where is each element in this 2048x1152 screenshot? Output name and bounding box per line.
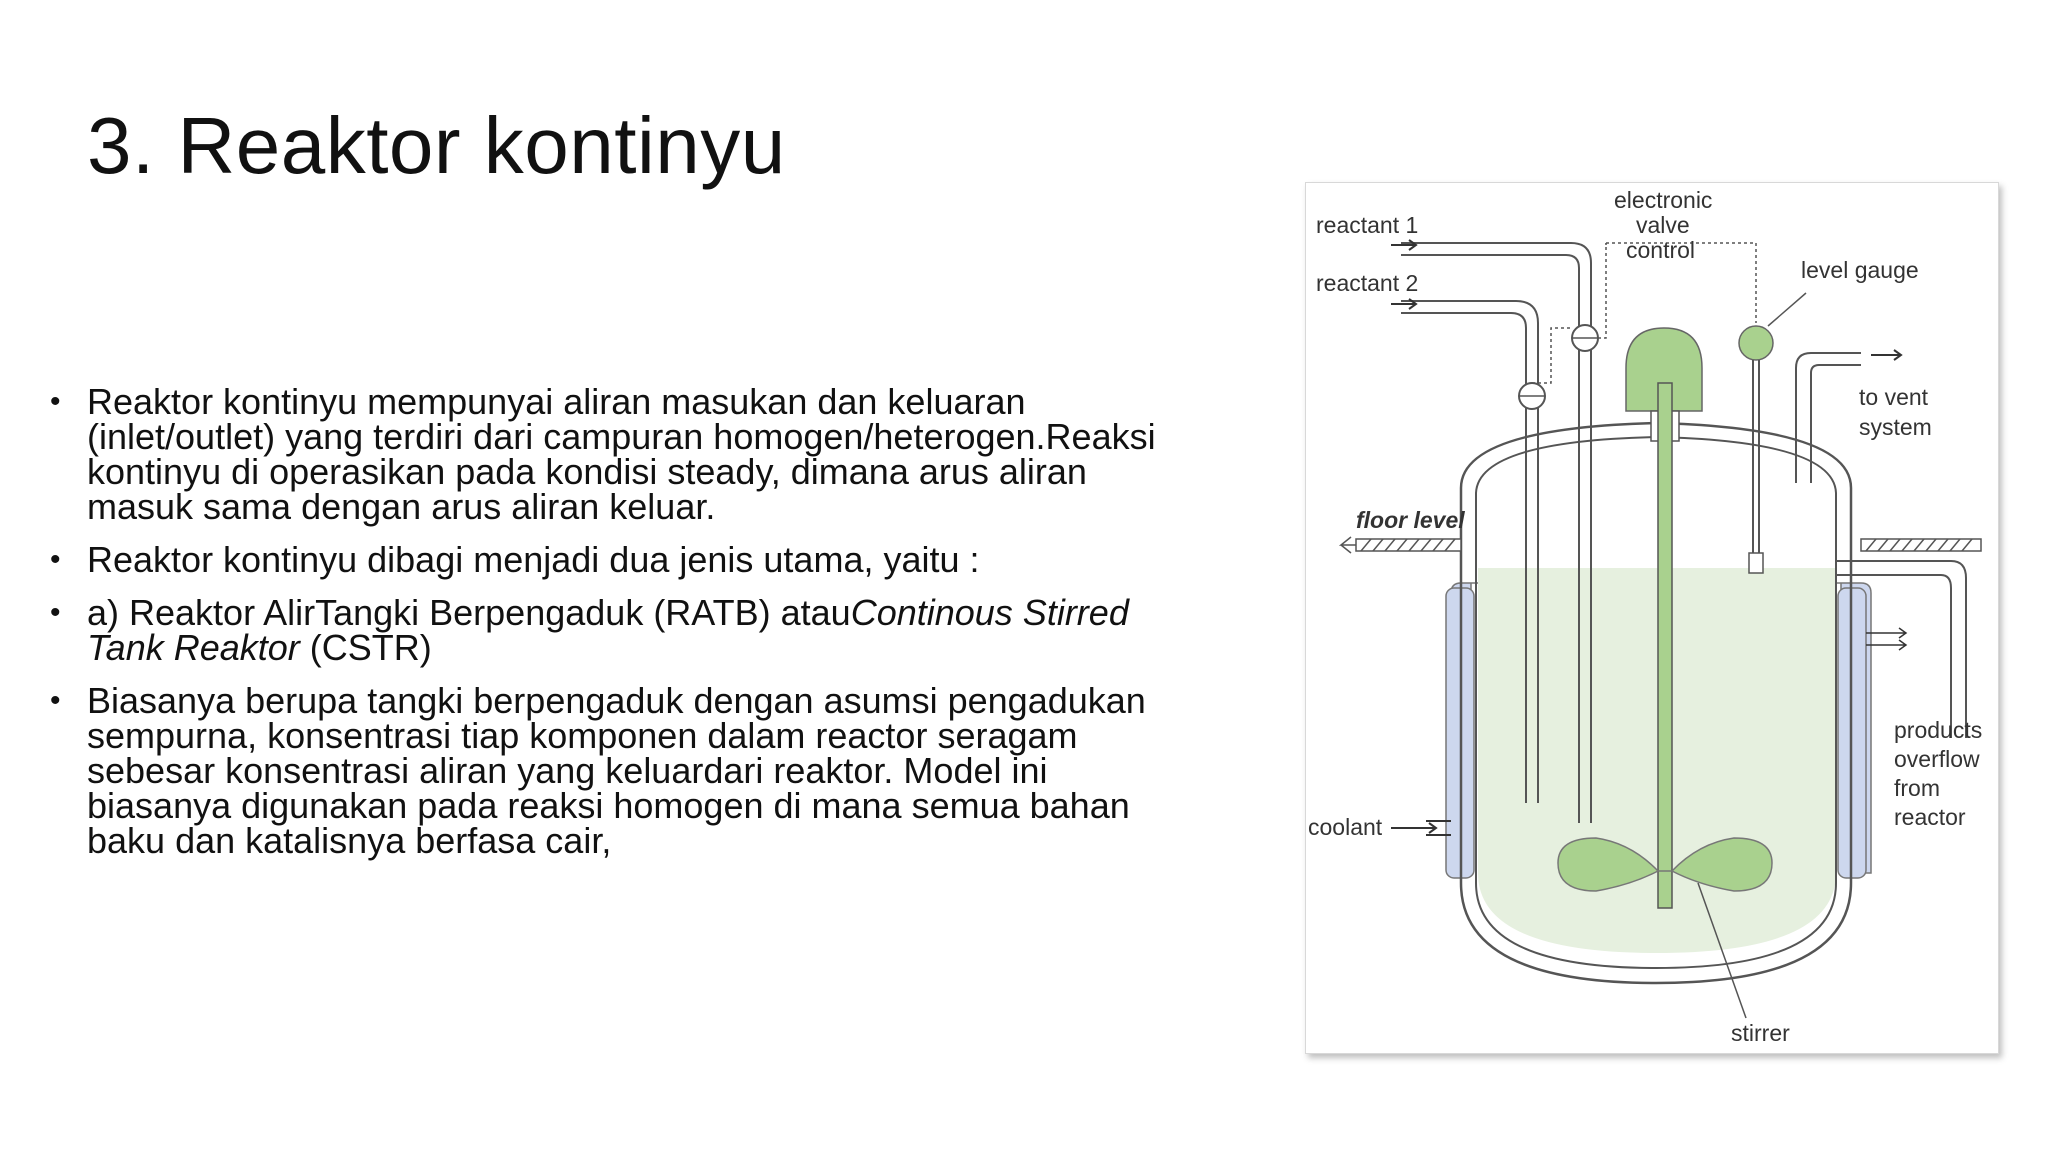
label-vent-1: to vent xyxy=(1859,384,1929,410)
bullet-suffix: (CSTR) xyxy=(299,627,432,668)
vessel-liquid xyxy=(1478,568,1836,953)
label-products-1: products xyxy=(1894,717,1983,743)
label-reactant2: reactant 2 xyxy=(1316,270,1419,296)
bullet-item xyxy=(50,680,1200,861)
bullet-icon: • xyxy=(50,543,61,576)
bullet-item xyxy=(50,592,1200,668)
label-coolant: coolant xyxy=(1308,814,1383,840)
label-products-2: overflow xyxy=(1894,746,1980,772)
label-products-3: from xyxy=(1894,775,1940,801)
floor-level-right xyxy=(1861,539,1981,551)
slide-title: 3. Reaktor kontinyu xyxy=(87,101,786,190)
bullet-icon: • xyxy=(50,684,61,717)
label-valve-1: electronic xyxy=(1614,187,1713,213)
label-valve-3: control xyxy=(1626,237,1696,263)
label-reactant1: reactant 1 xyxy=(1316,212,1419,238)
bullet-text: Biasanya berupa tangki berpengaduk dengan asumsi pengadukan sempurna, konsentrasi tiap komponen dalam reactor seragam sebesar konsentrasi aliran yang keluardari reaktor. Model ini biasanya digunakan pada reaksi homogen di mana semua bahan baku dan katalisnya berfasa cair, xyxy=(87,680,1146,861)
stirrer-shaft xyxy=(1658,383,1672,908)
label-valve-2: valve xyxy=(1636,212,1690,238)
bullet-italic-term: Continous Stirred Tank Reaktor xyxy=(87,592,1129,668)
label-level-gauge: level gauge xyxy=(1801,257,1919,283)
label-products-4: reactor xyxy=(1894,804,1966,830)
label-stirrer: stirrer xyxy=(1731,1020,1790,1046)
cstr-diagram xyxy=(1305,182,1999,1054)
bullet-item xyxy=(50,539,1200,580)
level-gauge-bulb xyxy=(1739,326,1773,360)
bullet-list xyxy=(50,381,1200,876)
bullet-text: Reaktor kontinyu mempunyai aliran masukan dan keluaran (inlet/outlet) yang terdiri dari campuran homogen/heterogen.Reaksi kontinyu di operasikan pada kondisi steady, dimana arus aliran masuk sama dengan arus aliran keluar. xyxy=(87,381,1156,527)
bullet-icon: • xyxy=(50,385,61,418)
vent-pipe xyxy=(1796,353,1861,483)
label-floor-level: floor level xyxy=(1356,507,1465,533)
bullet-icon: • xyxy=(50,596,61,629)
bullet-item xyxy=(50,381,1200,527)
floor-level-left xyxy=(1341,537,1461,553)
bullet-text: a) Reaktor AlirTangki Berpengaduk (RATB) atau xyxy=(87,592,851,633)
bullet-text: Reaktor kontinyu dibagi menjadi dua jenis utama, yaitu : xyxy=(87,539,980,580)
coolant-inlet xyxy=(1391,821,1451,835)
cstr-diagram-svg xyxy=(1306,183,1998,1053)
label-vent-2: system xyxy=(1859,414,1932,440)
